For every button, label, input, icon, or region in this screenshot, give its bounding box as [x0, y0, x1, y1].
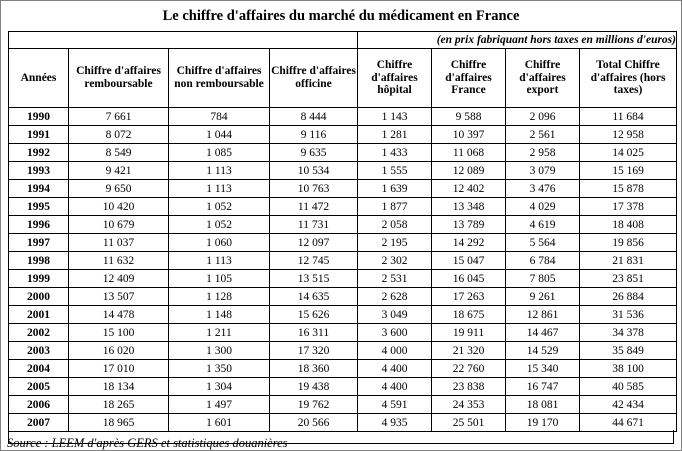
table-row — [9, 162, 677, 180]
cell-france: 11 068 — [432, 144, 506, 162]
cell-total: 31 536 — [580, 306, 677, 324]
header-ca-remboursable: Chiffre d'affaires remboursable — [69, 49, 169, 108]
cell-hopital: 4 400 — [358, 360, 432, 378]
cell-non-remboursable: 1 105 — [169, 270, 270, 288]
cell-non-remboursable: 1 052 — [169, 198, 270, 216]
cell-officine: 8 444 — [270, 108, 358, 126]
cell-hopital: 2 302 — [358, 252, 432, 270]
cell-total: 11 684 — [580, 108, 677, 126]
cell-hopital: 2 628 — [358, 288, 432, 306]
cell-officine: 10 534 — [270, 162, 358, 180]
cell-officine: 11 731 — [270, 216, 358, 234]
table-row — [9, 234, 677, 252]
cell-non-remboursable: 1 350 — [169, 360, 270, 378]
cell-france: 15 047 — [432, 252, 506, 270]
cell-hopital: 1 281 — [358, 126, 432, 144]
cell-france: 18 675 — [432, 306, 506, 324]
cell-total: 15 878 — [580, 180, 677, 198]
table-row — [9, 198, 677, 216]
cell-year: 1993 — [9, 162, 69, 180]
cell-export: 12 861 — [506, 306, 580, 324]
cell-officine: 12 097 — [270, 234, 358, 252]
cell-total: 26 884 — [580, 288, 677, 306]
cell-officine: 19 438 — [270, 378, 358, 396]
cell-year: 1991 — [9, 126, 69, 144]
cell-year: 1999 — [9, 270, 69, 288]
cell-year: 1996 — [9, 216, 69, 234]
header-ca-officine: Chiffre d'affaires officine — [270, 49, 358, 108]
cell-remboursable: 10 420 — [69, 198, 169, 216]
cell-export: 3 079 — [506, 162, 580, 180]
cell-officine: 14 635 — [270, 288, 358, 306]
table-row — [9, 396, 677, 414]
cell-export: 18 081 — [506, 396, 580, 414]
cell-officine: 15 626 — [270, 306, 358, 324]
cell-year: 2007 — [9, 414, 69, 432]
header-ca-france: Chiffre d'affaires France — [432, 49, 506, 108]
cell-total: 14 025 — [580, 144, 677, 162]
cell-year: 1995 — [9, 198, 69, 216]
cell-non-remboursable: 1 085 — [169, 144, 270, 162]
cell-hopital: 4 000 — [358, 342, 432, 360]
table-row — [9, 216, 677, 234]
cell-france: 13 348 — [432, 198, 506, 216]
cell-total: 44 671 — [580, 414, 677, 432]
cell-hopital: 4 591 — [358, 396, 432, 414]
cell-export: 7 805 — [506, 270, 580, 288]
cell-france: 16 045 — [432, 270, 506, 288]
table-row — [9, 378, 677, 396]
cell-remboursable: 10 679 — [69, 216, 169, 234]
cell-total: 15 169 — [580, 162, 677, 180]
cell-total: 21 831 — [580, 252, 677, 270]
cell-remboursable: 18 134 — [69, 378, 169, 396]
table-row — [9, 252, 677, 270]
table-row — [9, 342, 677, 360]
cell-remboursable: 18 965 — [69, 414, 169, 432]
cell-year: 1997 — [9, 234, 69, 252]
cell-year: 2002 — [9, 324, 69, 342]
cell-non-remboursable: 1 300 — [169, 342, 270, 360]
cell-non-remboursable: 1 304 — [169, 378, 270, 396]
cell-france: 9 588 — [432, 108, 506, 126]
header-ca-non-remboursable: Chiffre d'affaires non remboursable — [169, 49, 270, 108]
cell-year: 2005 — [9, 378, 69, 396]
cell-officine: 20 566 — [270, 414, 358, 432]
cell-total: 38 100 — [580, 360, 677, 378]
cell-non-remboursable: 1 497 — [169, 396, 270, 414]
cell-hopital: 1 639 — [358, 180, 432, 198]
table-row — [9, 108, 677, 126]
cell-france: 12 089 — [432, 162, 506, 180]
cell-export: 9 261 — [506, 288, 580, 306]
cell-officine: 9 116 — [270, 126, 358, 144]
cell-remboursable: 11 037 — [69, 234, 169, 252]
table-row — [9, 288, 677, 306]
table-row — [9, 126, 677, 144]
cell-non-remboursable: 1 052 — [169, 216, 270, 234]
page-title: Le chiffre d'affaires du marché du médicament en France — [162, 8, 520, 24]
cell-france: 22 760 — [432, 360, 506, 378]
cell-hopital: 1 433 — [358, 144, 432, 162]
cell-export: 2 561 — [506, 126, 580, 144]
cell-export: 15 340 — [506, 360, 580, 378]
cell-hopital: 3 049 — [358, 306, 432, 324]
cell-remboursable: 8 072 — [69, 126, 169, 144]
cell-non-remboursable: 1 060 — [169, 234, 270, 252]
cell-france: 13 789 — [432, 216, 506, 234]
cell-remboursable: 11 632 — [69, 252, 169, 270]
cell-non-remboursable: 1 113 — [169, 180, 270, 198]
unit-note-row — [9, 32, 677, 49]
note-blank-cell — [9, 32, 358, 49]
header-ca-export: Chiffre d'affaires export — [506, 49, 580, 108]
cell-officine: 18 360 — [270, 360, 358, 378]
cell-total: 23 851 — [580, 270, 677, 288]
cell-year: 1998 — [9, 252, 69, 270]
table-row — [9, 324, 677, 342]
cell-hopital: 1 555 — [358, 162, 432, 180]
table-row — [9, 306, 677, 324]
cell-france: 14 292 — [432, 234, 506, 252]
cell-remboursable: 18 265 — [69, 396, 169, 414]
cell-hopital: 4 935 — [358, 414, 432, 432]
unit-note: (en prix fabriquant hors taxes en millions d'euros) — [358, 32, 677, 49]
cell-officine: 19 762 — [270, 396, 358, 414]
cell-year: 2000 — [9, 288, 69, 306]
cell-remboursable: 16 020 — [69, 342, 169, 360]
cell-total: 19 856 — [580, 234, 677, 252]
cell-export: 16 747 — [506, 378, 580, 396]
cell-year: 1994 — [9, 180, 69, 198]
cell-export: 19 170 — [506, 414, 580, 432]
table-body — [9, 108, 677, 432]
cell-france: 21 320 — [432, 342, 506, 360]
cell-hopital: 3 600 — [358, 324, 432, 342]
cell-officine: 11 472 — [270, 198, 358, 216]
cell-france: 23 838 — [432, 378, 506, 396]
cell-year: 1990 — [9, 108, 69, 126]
cell-total: 18 408 — [580, 216, 677, 234]
cell-export: 14 529 — [506, 342, 580, 360]
cell-remboursable: 17 010 — [69, 360, 169, 378]
cell-officine: 12 745 — [270, 252, 358, 270]
cell-remboursable: 14 478 — [69, 306, 169, 324]
bottom-border-strip — [8, 430, 674, 444]
cell-non-remboursable: 1 128 — [169, 288, 270, 306]
cell-hopital: 2 058 — [358, 216, 432, 234]
cell-export: 2 096 — [506, 108, 580, 126]
cell-year: 2001 — [9, 306, 69, 324]
cell-officine: 10 763 — [270, 180, 358, 198]
cell-officine: 16 311 — [270, 324, 358, 342]
cell-non-remboursable: 1 211 — [169, 324, 270, 342]
cell-remboursable: 8 549 — [69, 144, 169, 162]
cell-non-remboursable: 1 044 — [169, 126, 270, 144]
table-container — [1, 31, 681, 432]
cell-hopital: 1 877 — [358, 198, 432, 216]
cell-france: 17 263 — [432, 288, 506, 306]
header-annees: Années — [9, 49, 69, 108]
cell-export: 3 476 — [506, 180, 580, 198]
cell-remboursable: 7 661 — [69, 108, 169, 126]
table-header-row — [9, 49, 677, 108]
table-row — [9, 270, 677, 288]
cell-export: 4 619 — [506, 216, 580, 234]
table-row — [9, 360, 677, 378]
cell-hopital: 4 400 — [358, 378, 432, 396]
cell-france: 19 911 — [432, 324, 506, 342]
cell-export: 6 784 — [506, 252, 580, 270]
cell-remboursable: 9 421 — [69, 162, 169, 180]
cell-hopital: 2 195 — [358, 234, 432, 252]
table-row — [9, 144, 677, 162]
table-row — [9, 180, 677, 198]
cell-remboursable: 12 409 — [69, 270, 169, 288]
cell-france: 25 501 — [432, 414, 506, 432]
cell-hopital: 1 143 — [358, 108, 432, 126]
cell-non-remboursable: 1 148 — [169, 306, 270, 324]
cell-total: 12 958 — [580, 126, 677, 144]
cell-total: 17 378 — [580, 198, 677, 216]
cell-total: 35 849 — [580, 342, 677, 360]
cell-france: 24 353 — [432, 396, 506, 414]
cell-non-remboursable: 1 601 — [169, 414, 270, 432]
cell-officine: 9 635 — [270, 144, 358, 162]
cell-officine: 17 320 — [270, 342, 358, 360]
cell-total: 40 585 — [580, 378, 677, 396]
cell-year: 1992 — [9, 144, 69, 162]
cell-remboursable: 9 650 — [69, 180, 169, 198]
cell-non-remboursable: 1 113 — [169, 252, 270, 270]
cell-remboursable: 13 507 — [69, 288, 169, 306]
cell-non-remboursable: 784 — [169, 108, 270, 126]
cell-france: 12 402 — [432, 180, 506, 198]
cell-export: 2 958 — [506, 144, 580, 162]
cell-year: 2006 — [9, 396, 69, 414]
table-row — [9, 414, 677, 432]
header-total-ca: Total Chiffre d'affaires (hors taxes) — [580, 49, 677, 108]
cell-export: 14 467 — [506, 324, 580, 342]
cell-officine: 13 515 — [270, 270, 358, 288]
cell-total: 42 434 — [580, 396, 677, 414]
cell-remboursable: 15 100 — [69, 324, 169, 342]
cell-hopital: 2 531 — [358, 270, 432, 288]
header-ca-hopital: Chiffre d'affaires hôpital — [358, 49, 432, 108]
cell-france: 10 397 — [432, 126, 506, 144]
market-revenue-table — [8, 31, 677, 432]
cell-year: 2003 — [9, 342, 69, 360]
cell-total: 34 378 — [580, 324, 677, 342]
cell-year: 2004 — [9, 360, 69, 378]
cell-export: 4 029 — [506, 198, 580, 216]
cell-non-remboursable: 1 113 — [169, 162, 270, 180]
source-note: Source : LEEM d'après GERS et statistiques douanières — [7, 436, 288, 450]
cell-export: 5 564 — [506, 234, 580, 252]
